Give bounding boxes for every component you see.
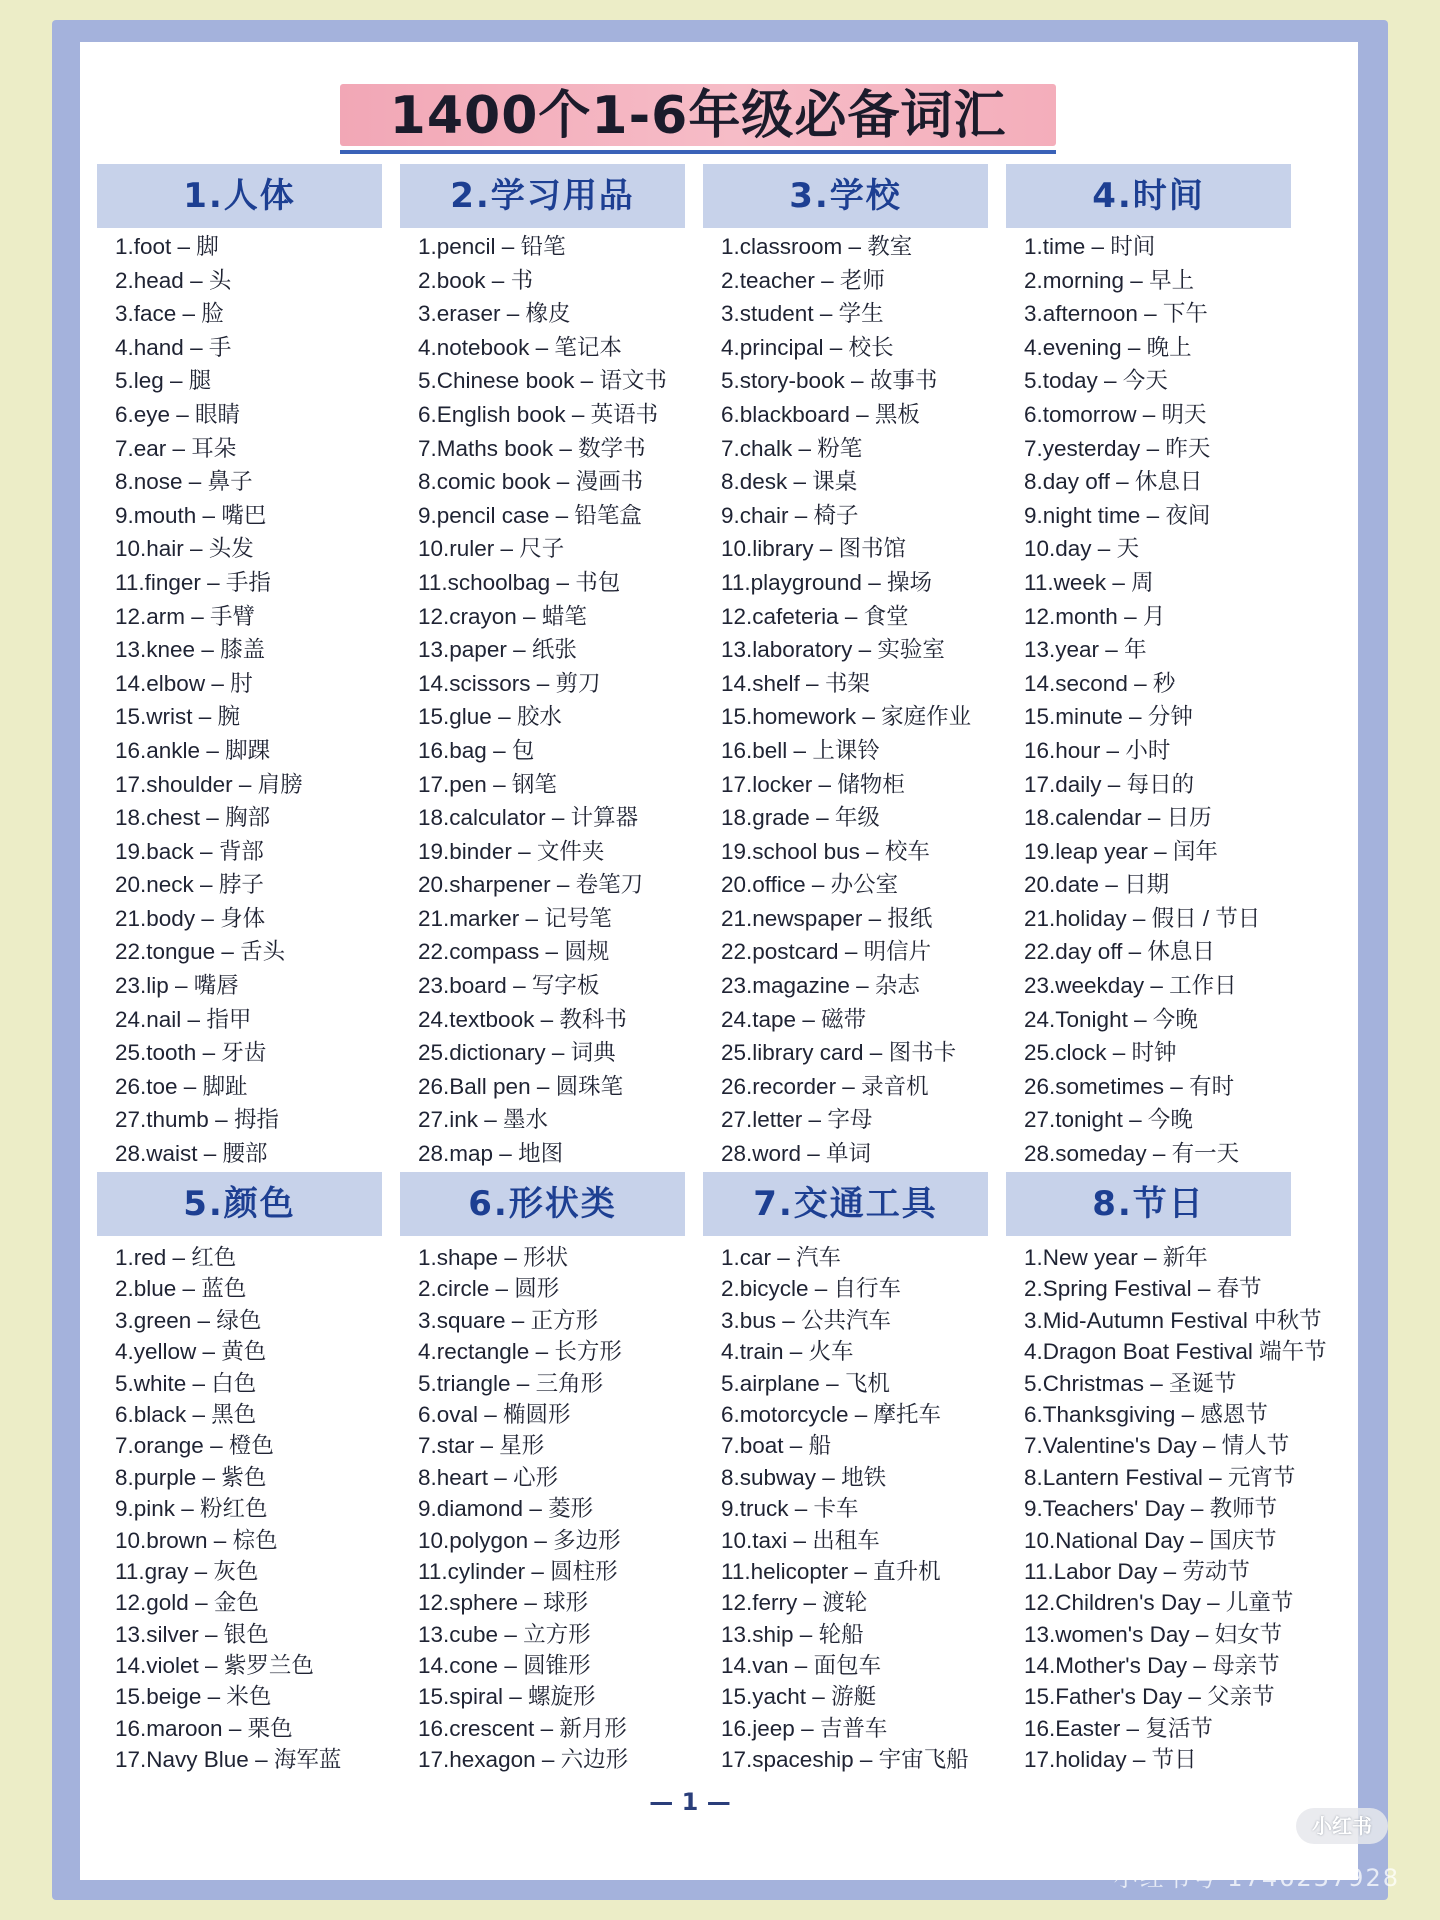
vocab-item: 11.playground – 操场 xyxy=(721,569,932,595)
vocab-item: 3.Mid-Autumn Festival 中秋节 xyxy=(1024,1307,1322,1333)
vocab-item: 15.spiral – 螺旋形 xyxy=(418,1684,596,1710)
vocab-item: 1.shape – 形状 xyxy=(418,1245,569,1270)
vocab-item: 10.taxi – 出租车 xyxy=(721,1527,880,1553)
vocab-item: 13.paper – 纸张 xyxy=(418,637,577,663)
vocab-item: 25.dictionary – 词典 xyxy=(418,1040,616,1066)
vocab-item: 5.airplane – 飞机 xyxy=(721,1370,890,1396)
section-time xyxy=(1006,164,1291,1171)
word-list xyxy=(400,1236,685,1776)
vocab-item: 20.date – 日期 xyxy=(1024,872,1170,898)
vocab-item: 1.car – 汽车 xyxy=(721,1245,842,1270)
vocab-item: 24.Tonight – 今晚 xyxy=(1024,1006,1198,1032)
vocab-item: 9.chair – 椅子 xyxy=(721,502,859,528)
vocab-item: 9.mouth – 嘴巴 xyxy=(115,502,267,528)
vocab-item: 13.knee – 膝盖 xyxy=(115,637,266,663)
vocab-item: 2.teacher – 老师 xyxy=(721,267,885,293)
vocab-item: 23.lip – 嘴唇 xyxy=(115,973,239,999)
vocab-item: 14.Mother's Day – 母亲节 xyxy=(1024,1653,1280,1679)
vocab-item: 4.notebook – 笔记本 xyxy=(418,334,622,360)
vocab-item: 22.compass – 圆规 xyxy=(418,939,610,965)
vocab-item: 16.jeep – 吉普车 xyxy=(721,1715,888,1741)
section-shapes xyxy=(400,1172,685,1776)
vocab-item: 5.white – 白色 xyxy=(115,1370,257,1396)
vocab-item: 14.shelf – 书架 xyxy=(721,670,870,696)
section-heading: 2.学习用品 xyxy=(400,164,685,228)
watermark-text: 小红书号 1746237928 xyxy=(1113,1864,1400,1892)
vocab-item: 23.magazine – 杂志 xyxy=(721,973,920,999)
vocab-item: 6.blackboard – 黑板 xyxy=(721,401,920,427)
vocab-item: 11.gray – 灰色 xyxy=(115,1558,259,1584)
vocab-item: 2.morning – 早上 xyxy=(1024,267,1195,293)
vocab-item: 7.ear – 耳朵 xyxy=(115,435,237,461)
vocab-item: 22.tongue – 舌头 xyxy=(115,939,286,965)
section-heading: 7.交通工具 xyxy=(703,1172,988,1236)
vocab-item: 24.nail – 指甲 xyxy=(115,1006,252,1032)
title-banner xyxy=(340,78,1056,156)
vocab-item: 3.bus – 公共汽车 xyxy=(721,1307,892,1333)
vocab-item: 14.cone – 圆锥形 xyxy=(418,1653,591,1679)
vocab-item: 20.sharpener – 卷笔刀 xyxy=(418,872,644,898)
vocab-item: 15.wrist – 腕 xyxy=(115,704,241,730)
vocab-item: 13.cube – 立方形 xyxy=(418,1621,591,1647)
vocab-item: 14.van – 面包车 xyxy=(721,1653,882,1679)
vocab-item: 13.ship – 轮船 xyxy=(721,1621,864,1647)
vocab-item: 16.bell – 上课铃 xyxy=(721,737,880,763)
section-school xyxy=(703,164,988,1171)
vocab-item: 17.shoulder – 肩膀 xyxy=(115,771,303,797)
vocab-item: 14.violet – 紫罗兰色 xyxy=(115,1653,314,1679)
vocab-item: 25.clock – 时钟 xyxy=(1024,1040,1177,1066)
vocab-item: 8.Lantern Festival – 元宵节 xyxy=(1024,1464,1296,1490)
vocab-item: 17.locker – 储物柜 xyxy=(721,771,905,797)
vocab-item: 7.Maths book – 数学书 xyxy=(418,435,646,461)
vocab-item: 9.pink – 粉红色 xyxy=(115,1496,268,1522)
vocab-item: 17.pen – 钢笔 xyxy=(418,771,557,797)
watermark-logo: 小红书 xyxy=(1296,1808,1388,1844)
vocab-item: 7.orange – 橙色 xyxy=(115,1433,274,1459)
vocab-item: 20.office – 办公室 xyxy=(721,872,899,898)
vocab-item: 23.weekday – 工作日 xyxy=(1024,973,1237,999)
vocab-item: 22.postcard – 明信片 xyxy=(721,939,932,965)
vocab-item: 8.purple – 紫色 xyxy=(115,1464,267,1490)
section-festivals xyxy=(1006,1172,1327,1776)
vocab-item: 8.day off – 休息日 xyxy=(1024,469,1203,495)
vocab-item: 8.comic book – 漫画书 xyxy=(418,469,644,495)
vocab-item: 13.year – 年 xyxy=(1024,637,1147,663)
vocab-item: 10.library – 图书馆 xyxy=(721,536,907,562)
vocab-item: 18.grade – 年级 xyxy=(721,805,880,831)
vocab-item: 19.school bus – 校车 xyxy=(721,838,930,864)
vocab-item: 18.calendar – 日历 xyxy=(1024,805,1212,831)
vocab-item: 17.hexagon – 六边形 xyxy=(418,1747,629,1773)
word-list xyxy=(1006,1236,1327,1776)
vocab-item: 6.motorcycle – 摩托车 xyxy=(721,1401,942,1427)
vocab-item: 21.marker – 记号笔 xyxy=(418,905,612,931)
vocab-item: 15.homework – 家庭作业 xyxy=(721,704,972,730)
word-list xyxy=(703,228,988,1171)
vocab-item: 10.polygon – 多边形 xyxy=(418,1527,621,1553)
word-list xyxy=(1006,228,1291,1171)
vocab-item: 12.cafeteria – 食堂 xyxy=(721,603,909,629)
vocab-item: 15.minute – 分钟 xyxy=(1024,704,1193,730)
vocab-item: 10.National Day – 国庆节 xyxy=(1024,1527,1277,1553)
word-list xyxy=(97,1236,382,1776)
page-title: 1400个1-6年级必备词汇 xyxy=(389,86,1007,146)
vocab-item: 1.pencil – 铅笔 xyxy=(418,234,566,259)
vocab-item: 9.night time – 夜间 xyxy=(1024,502,1211,528)
vocab-item: 16.maroon – 栗色 xyxy=(115,1715,293,1741)
vocab-item: 4.evening – 晚上 xyxy=(1024,334,1192,360)
vocab-item: 27.ink – 墨水 xyxy=(418,1107,549,1133)
vocab-item: 18.chest – 胸部 xyxy=(115,805,271,831)
vocab-item: 26.sometimes – 有时 xyxy=(1024,1073,1235,1099)
section-heading: 4.时间 xyxy=(1006,164,1291,228)
vocab-item: 3.face – 脸 xyxy=(115,301,224,327)
vocab-item: 28.word – 单词 xyxy=(721,1141,872,1167)
vocab-item: 10.hair – 头发 xyxy=(115,536,254,562)
vocab-item: 24.tape – 磁带 xyxy=(721,1006,867,1032)
vocab-item: 2.blue – 蓝色 xyxy=(115,1276,247,1302)
vocab-item: 3.eraser – 橡皮 xyxy=(418,301,571,327)
vocab-item: 12.arm – 手臂 xyxy=(115,603,256,629)
vocab-item: 12.gold – 金色 xyxy=(115,1590,259,1616)
vocab-item: 1.foot – 脚 xyxy=(115,234,219,259)
vocab-item: 4.rectangle – 长方形 xyxy=(418,1339,622,1365)
vocab-item: 5.story-book – 故事书 xyxy=(721,368,938,394)
vocab-item: 17.daily – 每日的 xyxy=(1024,771,1195,797)
vocab-item: 9.diamond – 菱形 xyxy=(418,1496,594,1522)
vocab-item: 14.scissors – 剪刀 xyxy=(418,670,601,696)
vocab-item: 14.second – 秒 xyxy=(1024,670,1176,696)
vocab-item: 28.map – 地图 xyxy=(418,1141,564,1167)
vocab-item: 17.Navy Blue – 海军蓝 xyxy=(115,1747,342,1773)
section-heading: 6.形状类 xyxy=(400,1172,685,1236)
vocab-item: 14.elbow – 肘 xyxy=(115,670,253,696)
vocab-item: 25.tooth – 牙齿 xyxy=(115,1040,267,1066)
vocab-item: 27.thumb – 拇指 xyxy=(115,1107,279,1133)
vocab-item: 12.Children's Day – 儿童节 xyxy=(1024,1590,1294,1616)
vocab-item: 28.waist – 腰部 xyxy=(115,1141,268,1167)
vocab-item: 17.holiday – 节日 xyxy=(1024,1747,1197,1773)
vocab-item: 19.back – 背部 xyxy=(115,838,264,864)
vocab-item: 27.tonight – 今晚 xyxy=(1024,1107,1193,1133)
vocab-item: 12.ferry – 渡轮 xyxy=(721,1590,868,1616)
vocab-item: 7.boat – 船 xyxy=(721,1433,832,1459)
vocab-item: 21.body – 身体 xyxy=(115,905,266,931)
vocab-item: 22.day off – 休息日 xyxy=(1024,939,1215,965)
vocab-item: 16.crescent – 新月形 xyxy=(418,1715,627,1741)
vocab-item: 6.Thanksgiving – 感恩节 xyxy=(1024,1401,1268,1427)
vocab-item: 21.holiday – 假日 / 节日 xyxy=(1024,905,1261,931)
section-colors xyxy=(97,1172,382,1776)
vocab-item: 3.square – 正方形 xyxy=(418,1307,599,1333)
vocab-item: 6.English book – 英语书 xyxy=(418,401,659,427)
vocab-item: 21.newspaper – 报纸 xyxy=(721,905,933,931)
vocab-item: 11.week – 周 xyxy=(1024,569,1154,595)
vocab-item: 18.calculator – 计算器 xyxy=(418,805,639,831)
vocab-item: 4.Dragon Boat Festival 端午节 xyxy=(1024,1339,1327,1365)
vocab-item: 4.principal – 校长 xyxy=(721,334,894,360)
vocab-item: 26.Ball pen – 圆珠笔 xyxy=(418,1073,624,1099)
vocab-item: 1.classroom – 教室 xyxy=(721,234,913,259)
vocab-item: 16.Easter – 复活节 xyxy=(1024,1715,1213,1741)
vocab-item: 11.Labor Day – 劳动节 xyxy=(1024,1558,1250,1584)
vocab-item: 12.sphere – 球形 xyxy=(418,1590,589,1616)
vocab-item: 8.desk – 课桌 xyxy=(721,469,858,495)
vocab-item: 16.ankle – 脚踝 xyxy=(115,737,271,763)
section-school-supplies xyxy=(400,164,685,1171)
section-heading: 5.颜色 xyxy=(97,1172,382,1236)
vocab-item: 15.Father's Day – 父亲节 xyxy=(1024,1684,1275,1710)
vocab-item: 1.red – 红色 xyxy=(115,1245,237,1270)
vocab-item: 25.library card – 图书卡 xyxy=(721,1040,957,1066)
vocab-item: 11.cylinder – 圆柱形 xyxy=(418,1558,618,1584)
vocab-item: 7.chalk – 粉笔 xyxy=(721,435,863,461)
vocab-item: 2.circle – 圆形 xyxy=(418,1276,560,1302)
vocab-item: 11.schoolbag – 书包 xyxy=(418,569,621,595)
section-transport xyxy=(703,1172,988,1776)
vocab-item: 13.women's Day – 妇女节 xyxy=(1024,1621,1283,1647)
vocab-item: 5.Chinese book – 语文书 xyxy=(418,368,667,394)
vocab-item: 17.spaceship – 宇宙飞船 xyxy=(721,1747,969,1773)
vocab-item: 5.today – 今天 xyxy=(1024,368,1168,394)
vocab-item: 10.ruler – 尺子 xyxy=(418,536,565,562)
section-heading: 1.人体 xyxy=(97,164,382,228)
vocab-item: 15.beige – 米色 xyxy=(115,1684,272,1710)
vocab-item: 9.Teachers' Day – 教师节 xyxy=(1024,1496,1278,1522)
vocab-item: 20.neck – 脖子 xyxy=(115,872,264,898)
vocab-item: 11.helicopter – 直升机 xyxy=(721,1558,941,1584)
vocab-item: 24.textbook – 教科书 xyxy=(418,1006,627,1032)
vocab-item: 10.brown – 棕色 xyxy=(115,1527,278,1553)
vocab-item: 7.star – 星形 xyxy=(418,1433,545,1459)
vocab-item: 11.finger – 手指 xyxy=(115,569,271,595)
vocab-item: 3.green – 绿色 xyxy=(115,1307,262,1333)
vocab-item: 9.pencil case – 铅笔盒 xyxy=(418,502,642,528)
vocab-item: 19.binder – 文件夹 xyxy=(418,838,605,864)
vocab-item: 2.head – 头 xyxy=(115,267,232,293)
vocab-item: 10.day – 天 xyxy=(1024,536,1140,562)
vocab-item: 3.afternoon – 下午 xyxy=(1024,301,1208,327)
vocab-item: 12.crayon – 蜡笔 xyxy=(418,603,587,629)
vocab-item: 13.laboratory – 实验室 xyxy=(721,637,945,663)
vocab-item: 28.someday – 有一天 xyxy=(1024,1141,1240,1167)
vocab-item: 26.toe – 脚趾 xyxy=(115,1073,248,1099)
vocab-item: 15.yacht – 游艇 xyxy=(721,1684,877,1710)
vocab-item: 1.New year – 新年 xyxy=(1024,1245,1208,1270)
vocab-item: 4.yellow – 黄色 xyxy=(115,1339,267,1365)
vocab-item: 2.bicycle – 自行车 xyxy=(721,1276,902,1302)
vocab-item: 6.tomorrow – 明天 xyxy=(1024,401,1207,427)
section-heading: 8.节日 xyxy=(1006,1172,1291,1236)
vocab-item: 7.yesterday – 昨天 xyxy=(1024,435,1211,461)
word-list xyxy=(97,228,382,1171)
vocab-item: 12.month – 月 xyxy=(1024,603,1166,629)
section-heading: 3.学校 xyxy=(703,164,988,228)
vocab-item: 26.recorder – 录音机 xyxy=(721,1073,929,1099)
vocab-item: 5.leg – 腿 xyxy=(115,368,212,394)
vocab-item: 3.student – 学生 xyxy=(721,301,884,327)
vocab-item: 5.Christmas – 圣诞节 xyxy=(1024,1370,1237,1396)
vocab-item: 6.black – 黑色 xyxy=(115,1401,257,1427)
vocab-item: 8.heart – 心形 xyxy=(418,1464,559,1490)
word-list xyxy=(703,1236,988,1776)
vocab-item: 8.nose – 鼻子 xyxy=(115,469,253,495)
vocab-item: 6.eye – 眼睛 xyxy=(115,401,241,427)
vocab-item: 2.Spring Festival – 春节 xyxy=(1024,1276,1262,1302)
vocab-item: 27.letter – 字母 xyxy=(721,1107,873,1133)
vocab-item: 9.truck – 卡车 xyxy=(721,1496,859,1522)
word-list xyxy=(400,228,685,1171)
vocab-item: 16.hour – 小时 xyxy=(1024,737,1171,763)
vocab-item: 5.triangle – 三角形 xyxy=(418,1370,604,1396)
vocab-item: 15.glue – 胶水 xyxy=(418,704,562,730)
vocab-item: 1.time – 时间 xyxy=(1024,234,1156,259)
vocab-item: 7.Valentine's Day – 情人节 xyxy=(1024,1433,1290,1459)
vocab-item: 4.hand – 手 xyxy=(115,334,232,360)
vocab-item: 8.subway – 地铁 xyxy=(721,1464,887,1490)
page-number: — 1 — xyxy=(649,1788,731,1816)
vocab-item: 4.train – 火车 xyxy=(721,1339,854,1365)
vocab-item: 13.silver – 银色 xyxy=(115,1621,269,1647)
vocab-item: 19.leap year – 闰年 xyxy=(1024,838,1218,864)
vocab-item: 23.board – 写字板 xyxy=(418,973,600,999)
vocab-item: 2.book – 书 xyxy=(418,267,534,293)
vocab-item: 16.bag – 包 xyxy=(418,737,535,763)
section-body xyxy=(97,164,382,1171)
vocab-item: 6.oval – 椭圆形 xyxy=(418,1401,571,1427)
